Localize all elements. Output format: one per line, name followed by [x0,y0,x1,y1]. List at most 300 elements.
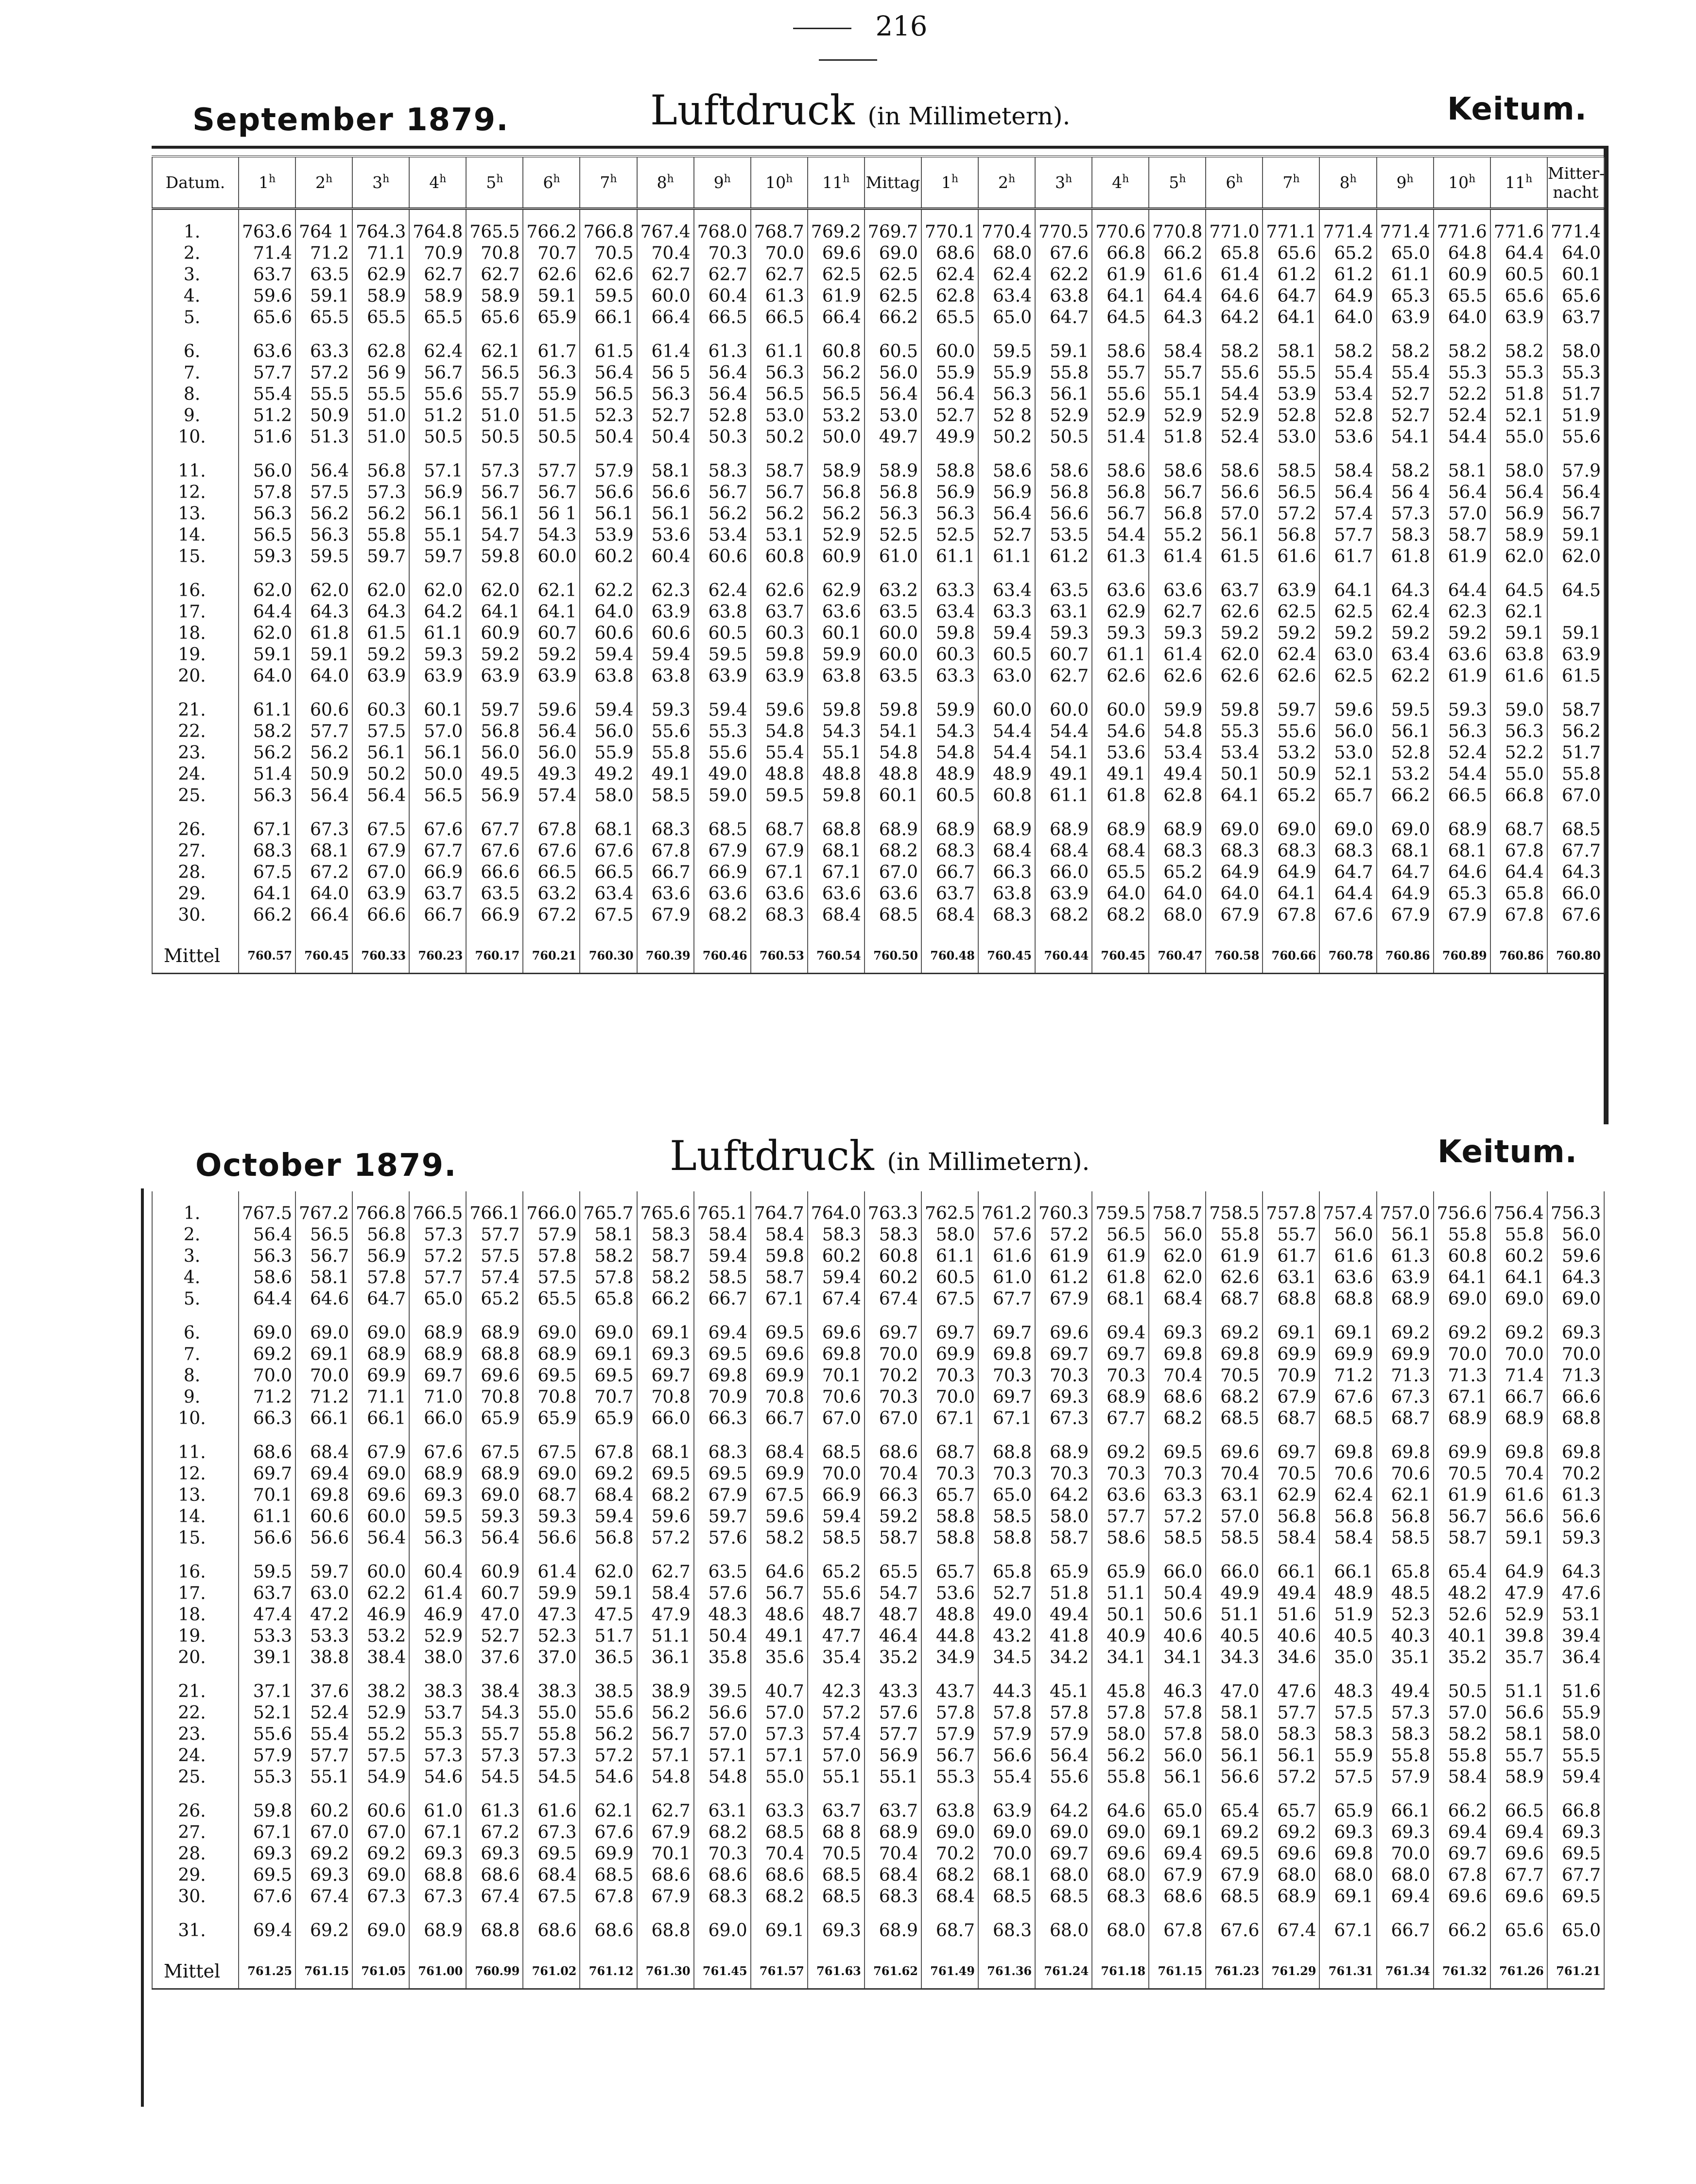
pressure-cell: 57.3 [1377,503,1434,525]
pressure-cell: 70.0 [865,1344,921,1365]
pressure-cell: 68.6 [239,1442,295,1463]
pressure-cell: 64.9 [1377,883,1434,905]
pressure-cell: 53.7 [409,1702,466,1724]
pressure-cell: 67.0 [352,862,409,883]
pressure-cell: 70.9 [694,1387,751,1408]
pressure-cell: 56.7 [1092,503,1149,525]
pressure-cell: 770.8 [1149,222,1206,243]
pressure-cell: 62.1 [1377,1485,1434,1506]
pressure-cell: 55.9 [978,362,1035,384]
hour-suffix: h [667,173,674,185]
pressure-cell: 34.1 [1149,1647,1206,1668]
pressure-cell: 61.6 [1319,1246,1376,1267]
header-hour: 1$^h$ [239,156,295,209]
pressure-cell: 52.2 [1490,742,1547,764]
pressure-cell: 52.9 [1206,405,1263,427]
pressure-cell: 55.8 [1434,1224,1490,1246]
day-cell: 13. [152,503,239,525]
pressure-cell: 67.6 [580,1822,637,1843]
pressure-cell: 41.8 [1035,1626,1092,1647]
pressure-cell: 69.3 [239,1843,295,1865]
pressure-cell: 61.6 [978,1246,1035,1267]
pressure-cell: 56.8 [1263,525,1319,546]
pressure-cell: 54.4 [1206,384,1263,405]
pressure-cell: 54.4 [1434,764,1490,785]
gap-cell [1092,1310,1149,1323]
mean-cell: 761.24 [1035,1954,1092,1989]
table-row [152,841,1604,862]
pressure-cell: 69.7 [921,1323,978,1344]
pressure-cell: 61.5 [352,623,409,644]
pressure-cell: 69.6 [1035,1323,1092,1344]
pressure-cell: 62.7 [694,264,751,286]
gap-cell [1490,1908,1547,1920]
hour-suffix: h [439,173,447,185]
day-cell: 5. [152,1289,239,1310]
gap-cell [808,687,865,700]
gap-cell [580,1429,637,1442]
gap-cell [409,1788,466,1801]
pressure-cell: 66.2 [239,905,295,926]
pressure-cell: 58.4 [1319,1528,1376,1549]
pressure-cell: 53.3 [239,1626,295,1647]
pressure-cell: 67.3 [352,1886,409,1908]
pressure-cell: 56.4 [921,384,978,405]
pressure-cell: 67.4 [295,1886,352,1908]
pressure-cell: 68.3 [978,1920,1035,1942]
pressure-cell: 63.9 [1490,307,1547,328]
spacer-cell [580,1191,637,1203]
pressure-cell: 57.2 [580,1745,637,1767]
pressure-cell: 57.2 [637,1528,694,1549]
pressure-cell: 68.0 [1319,1865,1376,1886]
pressure-cell: 63.3 [978,602,1035,623]
pressure-cell: 67.4 [865,1289,921,1310]
spacer-cell [808,1191,865,1203]
day-cell: 24. [152,1745,239,1767]
gap-cell [921,1908,978,1920]
day-cell: 25. [152,785,239,807]
pressure-cell: 49.2 [580,764,637,785]
table-row [152,1528,1604,1549]
pressure-cell: 62.0 [1547,546,1604,567]
pressure-cell: 63.8 [921,1801,978,1822]
pressure-cell: 67.8 [637,841,694,862]
table-row [152,1767,1604,1788]
pressure-cell: 56.2 [1092,1745,1149,1767]
pressure-cell: 63.7 [1547,307,1604,328]
day-cell: 8. [152,1365,239,1387]
pressure-cell: 60.1 [865,785,921,807]
pressure-cell: 61.3 [1377,1246,1434,1267]
pressure-cell: 55.9 [1547,1702,1604,1724]
pressure-cell: 62.4 [409,341,466,362]
pressure-cell: 60.7 [523,623,580,644]
gap-cell [1206,807,1263,819]
pressure-cell: 59.5 [239,1562,295,1583]
pressure-cell: 61.3 [751,286,808,307]
gap-cell [1092,448,1149,461]
pressure-cell: 62.6 [751,580,808,602]
pressure-cell: 55.8 [1547,764,1604,785]
pressure-cell: 35.6 [751,1647,808,1668]
gap-cell [352,807,409,819]
pressure-cell: 70.9 [409,243,466,264]
gap-cell [1377,1310,1434,1323]
pressure-cell: 40.6 [1263,1626,1319,1647]
gap-cell [751,1668,808,1681]
day-cell: 9. [152,1387,239,1408]
gap-cell [751,926,808,939]
gap-cell [751,1908,808,1920]
pressure-cell: 62.2 [1377,666,1434,687]
pressure-cell: 59.9 [921,700,978,721]
pressure-cell: 56.0 [466,742,523,764]
pressure-cell: 54.1 [1035,742,1092,764]
pressure-cell: 60.4 [637,546,694,567]
pressure-cell: 57.1 [409,461,466,482]
mean-cell: 761.18 [1092,1954,1149,1989]
pressure-cell: 69.8 [694,1365,751,1387]
table-row [152,1801,1604,1822]
mean-cell: 760.39 [637,939,694,974]
pressure-cell: 65.3 [1434,883,1490,905]
pressure-cell: 68.2 [751,1886,808,1908]
pressure-cell: 64.2 [1035,1485,1092,1506]
pressure-cell: 69.0 [1377,819,1434,841]
pressure-cell: 67.2 [295,862,352,883]
pressure-cell: 58.4 [1149,341,1206,362]
pressure-cell: 59.9 [808,644,865,666]
gap-cell [808,1908,865,1920]
gap-cell [239,926,295,939]
gap-cell [580,1310,637,1323]
pressure-cell: 64.1 [1434,1267,1490,1289]
table-row [152,764,1604,785]
pressure-cell: 55.1 [808,742,865,764]
pressure-cell: 66.2 [1434,1801,1490,1822]
pressure-cell: 764.7 [751,1203,808,1224]
pressure-cell: 68.3 [1263,841,1319,862]
pressure-cell: 65.5 [352,307,409,328]
day-cell: 29. [152,1865,239,1886]
pressure-cell: 69.4 [1434,1822,1490,1843]
pressure-cell: 51.8 [1149,427,1206,448]
gap-cell [580,1908,637,1920]
pressure-cell: 59.1 [239,644,295,666]
pressure-cell: 69.8 [1377,1442,1434,1463]
day-cell: 18. [152,623,239,644]
mean-cell: 760.17 [466,939,523,974]
pressure-cell: 68.2 [1149,1408,1206,1429]
gap-cell [580,567,637,580]
pressure-cell: 55.6 [694,742,751,764]
gap-cell [239,567,295,580]
day-cell: 4. [152,1267,239,1289]
pressure-cell: 62.6 [580,264,637,286]
pressure-cell: 69.7 [409,1365,466,1387]
pressure-cell: 69.3 [466,1843,523,1865]
pressure-cell: 69.8 [1319,1442,1376,1463]
gap-cell [1206,1310,1263,1323]
pressure-cell: 69.2 [1377,1323,1434,1344]
pressure-cell: 34.1 [1092,1647,1149,1668]
pressure-cell: 62.6 [523,264,580,286]
pressure-cell: 71.1 [352,1387,409,1408]
pressure-cell: 59.3 [1434,700,1490,721]
gap-cell [239,1549,295,1562]
pressure-cell: 56.9 [921,482,978,503]
pressure-cell: 52.5 [921,525,978,546]
mean-cell: 761.49 [921,1954,978,1989]
pressure-cell: 61.4 [1149,546,1206,567]
gap-cell [637,1942,694,1954]
pressure-cell: 69.8 [1206,1344,1263,1365]
gap-cell [1434,448,1490,461]
pressure-cell: 63.8 [637,666,694,687]
spacer-cell [978,1191,1035,1203]
pressure-cell: 65.9 [523,1408,580,1429]
pressure-cell: 61.5 [580,341,637,362]
pressure-cell: 59.5 [409,1506,466,1528]
pressure-cell: 68.8 [466,1920,523,1942]
pressure-cell: 49.7 [865,427,921,448]
gap-cell [580,1788,637,1801]
pressure-cell: 69.8 [978,1344,1035,1365]
pressure-cell: 59.6 [523,700,580,721]
pressure-cell: 58.1 [1263,341,1319,362]
pressure-cell: 47.6 [1547,1583,1604,1604]
pressure-cell: 66.3 [694,1408,751,1429]
pressure-cell: 69.1 [1149,1822,1206,1843]
pressure-cell: 50.1 [1092,1604,1149,1626]
table-row [152,1267,1604,1289]
pressure-cell: 62.1 [1490,602,1547,623]
pressure-cell: 66.6 [1547,1387,1604,1408]
spacer-row [152,209,1604,222]
pressure-cell: 54.1 [865,721,921,742]
mean-cell: 760.23 [409,939,466,974]
pressure-cell: 68.3 [865,1886,921,1908]
pressure-cell: 70.3 [978,1365,1035,1387]
pressure-cell: 69.1 [637,1323,694,1344]
pressure-cell: 59.4 [580,700,637,721]
pressure-cell: 68.8 [808,819,865,841]
pressure-cell: 59.7 [352,546,409,567]
pressure-cell: 70.3 [978,1463,1035,1485]
station-name: Keitum. [1437,1134,1577,1170]
pressure-cell: 766.2 [523,222,580,243]
pressure-cell: 66.2 [637,1289,694,1310]
pressure-cell: 63.0 [1319,644,1376,666]
pressure-cell: 58.2 [751,1528,808,1549]
pressure-cell: 68.2 [637,1485,694,1506]
pressure-cell: 59.4 [808,1267,865,1289]
pressure-cell: 68.3 [978,905,1035,926]
pressure-cell: 69.0 [239,1323,295,1344]
hour-suffix: h [1469,173,1476,185]
pressure-cell: 68.9 [409,1463,466,1485]
pressure-cell: 56.8 [580,1528,637,1549]
pressure-cell: 62.0 [1149,1267,1206,1289]
pressure-cell: 60.0 [352,1562,409,1583]
pressure-cell: 56.5 [295,1224,352,1246]
pressure-cell: 58.2 [637,1267,694,1289]
pressure-cell: 55.4 [295,1724,352,1745]
pressure-cell: 63.2 [523,883,580,905]
pressure-cell: 69.0 [1035,1822,1092,1843]
pressure-cell: 57.6 [694,1528,751,1549]
header-hour: 5$^h$ [1149,156,1206,209]
gap-cell [1092,1549,1149,1562]
pressure-cell: 64.0 [1206,883,1263,905]
pressure-cell: 63.6 [808,883,865,905]
pressure-cell: 765.5 [466,222,523,243]
pressure-cell: 58.0 [1092,1724,1149,1745]
section-title [650,86,1070,134]
header-hour: 3$^h$ [1035,156,1092,209]
pressure-cell: 61.7 [1263,1246,1319,1267]
gap-cell [637,1788,694,1801]
spacer-cell [694,209,751,222]
pressure-cell: 59.9 [523,1583,580,1604]
gap-cell [1035,1549,1092,1562]
pressure-cell: 55.5 [1547,1745,1604,1767]
pressure-cell: 61.3 [1547,1485,1604,1506]
pressure-cell: 768.7 [751,222,808,243]
pressure-cell: 62.5 [865,286,921,307]
pressure-cell: 56.4 [295,785,352,807]
pressure-cell: 56.8 [352,461,409,482]
pressure-cell: 59.3 [409,644,466,666]
pressure-cell: 59.4 [694,700,751,721]
pressure-cell: 765.7 [580,1203,637,1224]
pressure-cell: 70.1 [808,1365,865,1387]
pressure-cell: 63.4 [1377,644,1434,666]
gap-cell [921,1429,978,1442]
pressure-cell: 58.5 [1377,1528,1434,1549]
pressure-cell: 40.5 [1206,1626,1263,1647]
pressure-cell: 56.0 [1319,1224,1376,1246]
pressure-cell: 66.7 [409,905,466,926]
pressure-cell: 60.4 [409,1562,466,1583]
pressure-cell: 757.8 [1263,1203,1319,1224]
pressure-cell: 61.6 [1149,264,1206,286]
pressure-cell: 63.6 [1434,644,1490,666]
header-hour: 1$^h$ [921,156,978,209]
mean-cell: 760.33 [352,939,409,974]
pressure-cell: 58.4 [751,1224,808,1246]
pressure-cell: 70.5 [1263,1463,1319,1485]
gap-cell [239,1668,295,1681]
pressure-cell: 56.7 [694,482,751,503]
pressure-cell: 58.5 [1149,1528,1206,1549]
pressure-cell: 56 4 [1377,482,1434,503]
pressure-cell: 58.5 [694,1267,751,1289]
pressure-cell: 59.2 [1434,623,1490,644]
pressure-cell: 68.5 [865,905,921,926]
pressure-cell: 55.5 [295,384,352,405]
pressure-cell: 55.3 [921,1767,978,1788]
gap-cell [1149,1668,1206,1681]
pressure-cell: 69.3 [1319,1822,1376,1843]
pressure-cell: 57.9 [239,1745,295,1767]
gap-cell [1149,328,1206,341]
pressure-cell: 55.1 [295,1767,352,1788]
pressure-cell: 69.5 [694,1463,751,1485]
gap-cell [751,448,808,461]
pressure-cell: 55.6 [239,1724,295,1745]
pressure-cell: 56.8 [1319,1506,1376,1528]
spacer-cell [1092,209,1149,222]
gap-cell [1434,1668,1490,1681]
gap-cell [1035,807,1092,819]
pressure-cell: 56 5 [637,362,694,384]
pressure-cell: 69.2 [1092,1442,1149,1463]
pressure-cell: 53.6 [637,525,694,546]
pressure-cell: 55.4 [1377,362,1434,384]
pressure-cell: 68.0 [978,243,1035,264]
day-cell: 17. [152,602,239,623]
pressure-cell: 63.4 [580,883,637,905]
gap-cell [295,448,352,461]
gap-cell [978,1908,1035,1920]
gap-cell [152,328,239,341]
pressure-cell: 58.7 [1035,1528,1092,1549]
pressure-cell: 68.8 [637,1920,694,1942]
gap-cell [1547,1788,1604,1801]
pressure-cell: 53.6 [921,1583,978,1604]
pressure-cell: 59.5 [751,785,808,807]
gap-cell [1092,1668,1149,1681]
pressure-cell: 55.6 [409,384,466,405]
pressure-cell: 59.7 [1263,700,1319,721]
table-row [152,405,1604,427]
pressure-cell: 55.6 [1547,427,1604,448]
pressure-cell: 68.9 [921,819,978,841]
pressure-cell: 62.4 [921,264,978,286]
gap-cell [1206,1942,1263,1954]
pressure-cell: 64.4 [1319,883,1376,905]
pressure-cell: 67.3 [409,1886,466,1908]
pressure-cell: 67.2 [466,1822,523,1843]
header-hour: 2$^h$ [978,156,1035,209]
pressure-cell: 67.9 [637,1822,694,1843]
spacer-cell [1206,1191,1263,1203]
pressure-cell: 761.2 [978,1203,1035,1224]
spacer-cell [1149,209,1206,222]
pressure-cell: 53.1 [751,525,808,546]
gap-cell [1263,1549,1319,1562]
pressure-cell: 57.7 [865,1724,921,1745]
pressure-cell: 59.4 [580,1506,637,1528]
pressure-cell: 66.4 [808,307,865,328]
pressure-cell: 69.0 [352,1463,409,1485]
pressure-cell: 50.5 [523,427,580,448]
pressure-cell: 63.9 [352,883,409,905]
pressure-cell: 57.2 [409,1246,466,1267]
pressure-cell: 59.8 [751,644,808,666]
pressure-cell: 54.8 [921,742,978,764]
gap-cell [808,448,865,461]
table-row [152,1344,1604,1365]
pressure-cell: 52.1 [1319,764,1376,785]
pressure-cell: 69.0 [1434,1289,1490,1310]
pressure-cell: 57.8 [523,1246,580,1267]
pressure-cell: 68.5 [1319,1408,1376,1429]
day-cell: 26. [152,1801,239,1822]
pressure-cell: 68.2 [865,841,921,862]
